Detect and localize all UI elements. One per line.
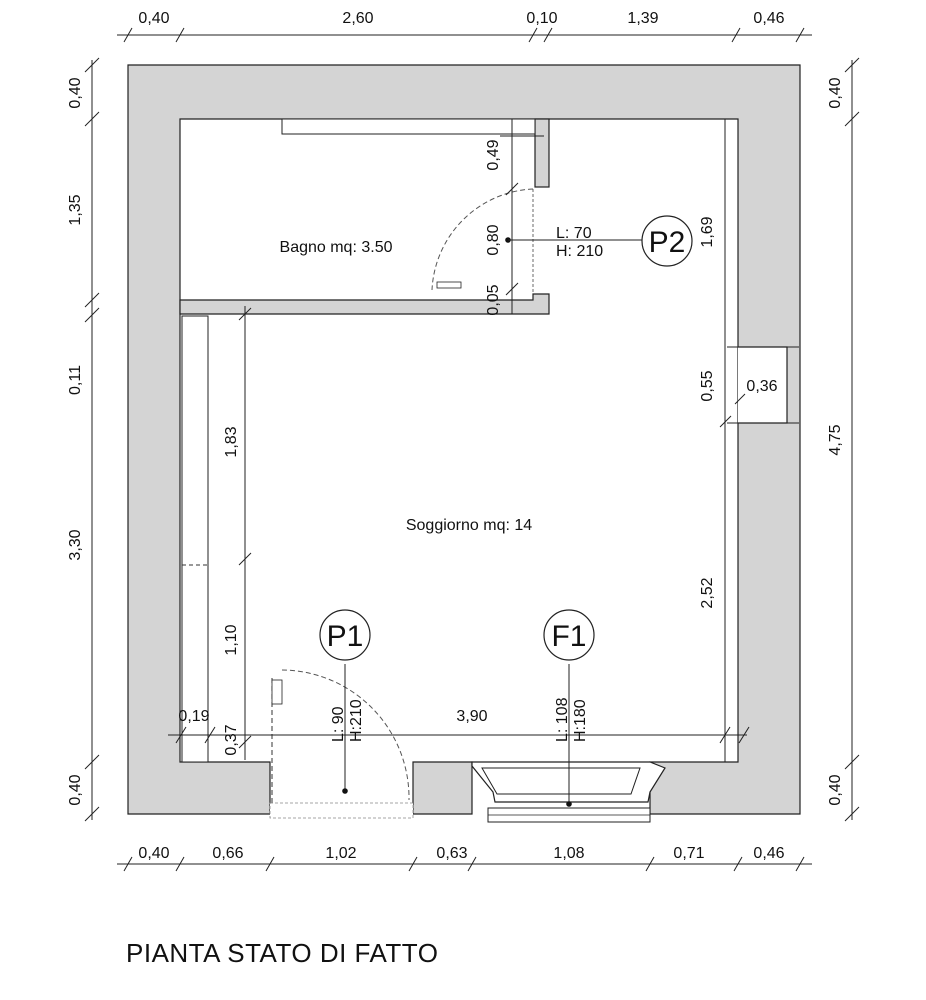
- top-dim-2: 2,60: [342, 10, 374, 27]
- left-corner-h-dim: 0,19: [178, 708, 210, 725]
- bath-right-wall-dim: 1,69: [699, 216, 716, 248]
- top-dim-4: 1,39: [627, 10, 659, 27]
- right-dim-3: 0,40: [827, 774, 844, 806]
- f1-tag: F1: [551, 620, 587, 653]
- room-labels: [280, 239, 533, 534]
- bottom-dim-3: 1,02: [325, 845, 357, 862]
- room-width-dim: 3,90: [456, 708, 488, 725]
- left-wardrobe: [182, 316, 208, 762]
- bottom-dim-5: 1,08: [553, 845, 585, 862]
- p1-width: L: 90: [330, 706, 347, 742]
- bottom-dim-7: 0,46: [753, 845, 785, 862]
- bath-door-bottom-dim: 0,05: [485, 284, 502, 316]
- plan-title: PIANTA STATO DI FATTO: [126, 938, 439, 968]
- left-dimension-labels: [67, 77, 84, 805]
- bath-door-width-dim: 0,80: [485, 224, 502, 256]
- interior-dim-lines: [168, 119, 799, 760]
- p1-height: H:210: [348, 699, 365, 742]
- right-dim-2: 4,75: [827, 424, 844, 456]
- left-dim-3: 0,11: [67, 365, 84, 395]
- top-dim-3: 0,10: [526, 10, 558, 27]
- living-room-label: Soggiorno mq: 14: [405, 517, 533, 534]
- bath-room-label: Bagno mq: 3.50: [279, 239, 393, 256]
- top-dimension-labels: [138, 10, 784, 27]
- f1-width: L: 108: [554, 697, 571, 742]
- f1-height: H:180: [572, 699, 589, 742]
- right-lower-dim: 2,52: [699, 577, 716, 609]
- left-dim-4: 3,30: [67, 529, 84, 561]
- bath-shelf: [282, 119, 535, 134]
- bottom-dim-2: 0,66: [212, 845, 244, 862]
- bottom-dim-1: 0,40: [138, 845, 170, 862]
- p2-tag: P2: [648, 226, 686, 259]
- left-lower-dim: 1,10: [223, 624, 240, 656]
- bottom-dimension-labels: [138, 845, 784, 862]
- p2-height: H: 210: [556, 243, 604, 260]
- left-dim-2: 1,35: [67, 194, 84, 226]
- right-dimension-labels: [827, 77, 844, 805]
- niche-height-dim: 0,55: [699, 370, 716, 402]
- left-dim-1: 0,40: [67, 77, 84, 109]
- bath-jamb-wall: [535, 119, 549, 187]
- p1-tag: P1: [326, 620, 364, 653]
- bath-door-top-dim: 0,49: [485, 139, 502, 171]
- top-dim-5: 0,46: [753, 10, 785, 27]
- left-corner-v-dim: 0,37: [223, 724, 240, 756]
- right-dim-1: 0,40: [827, 77, 844, 109]
- left-upper-dim: 1,83: [223, 426, 240, 458]
- niche-depth-dim: 0,36: [746, 378, 778, 395]
- bottom-dim-6: 0,71: [673, 845, 705, 862]
- p2-width: L: 70: [556, 225, 592, 242]
- top-dim-1: 0,40: [138, 10, 170, 27]
- left-dim-5: 0,40: [67, 774, 84, 806]
- bottom-dim-4: 0,63: [436, 845, 468, 862]
